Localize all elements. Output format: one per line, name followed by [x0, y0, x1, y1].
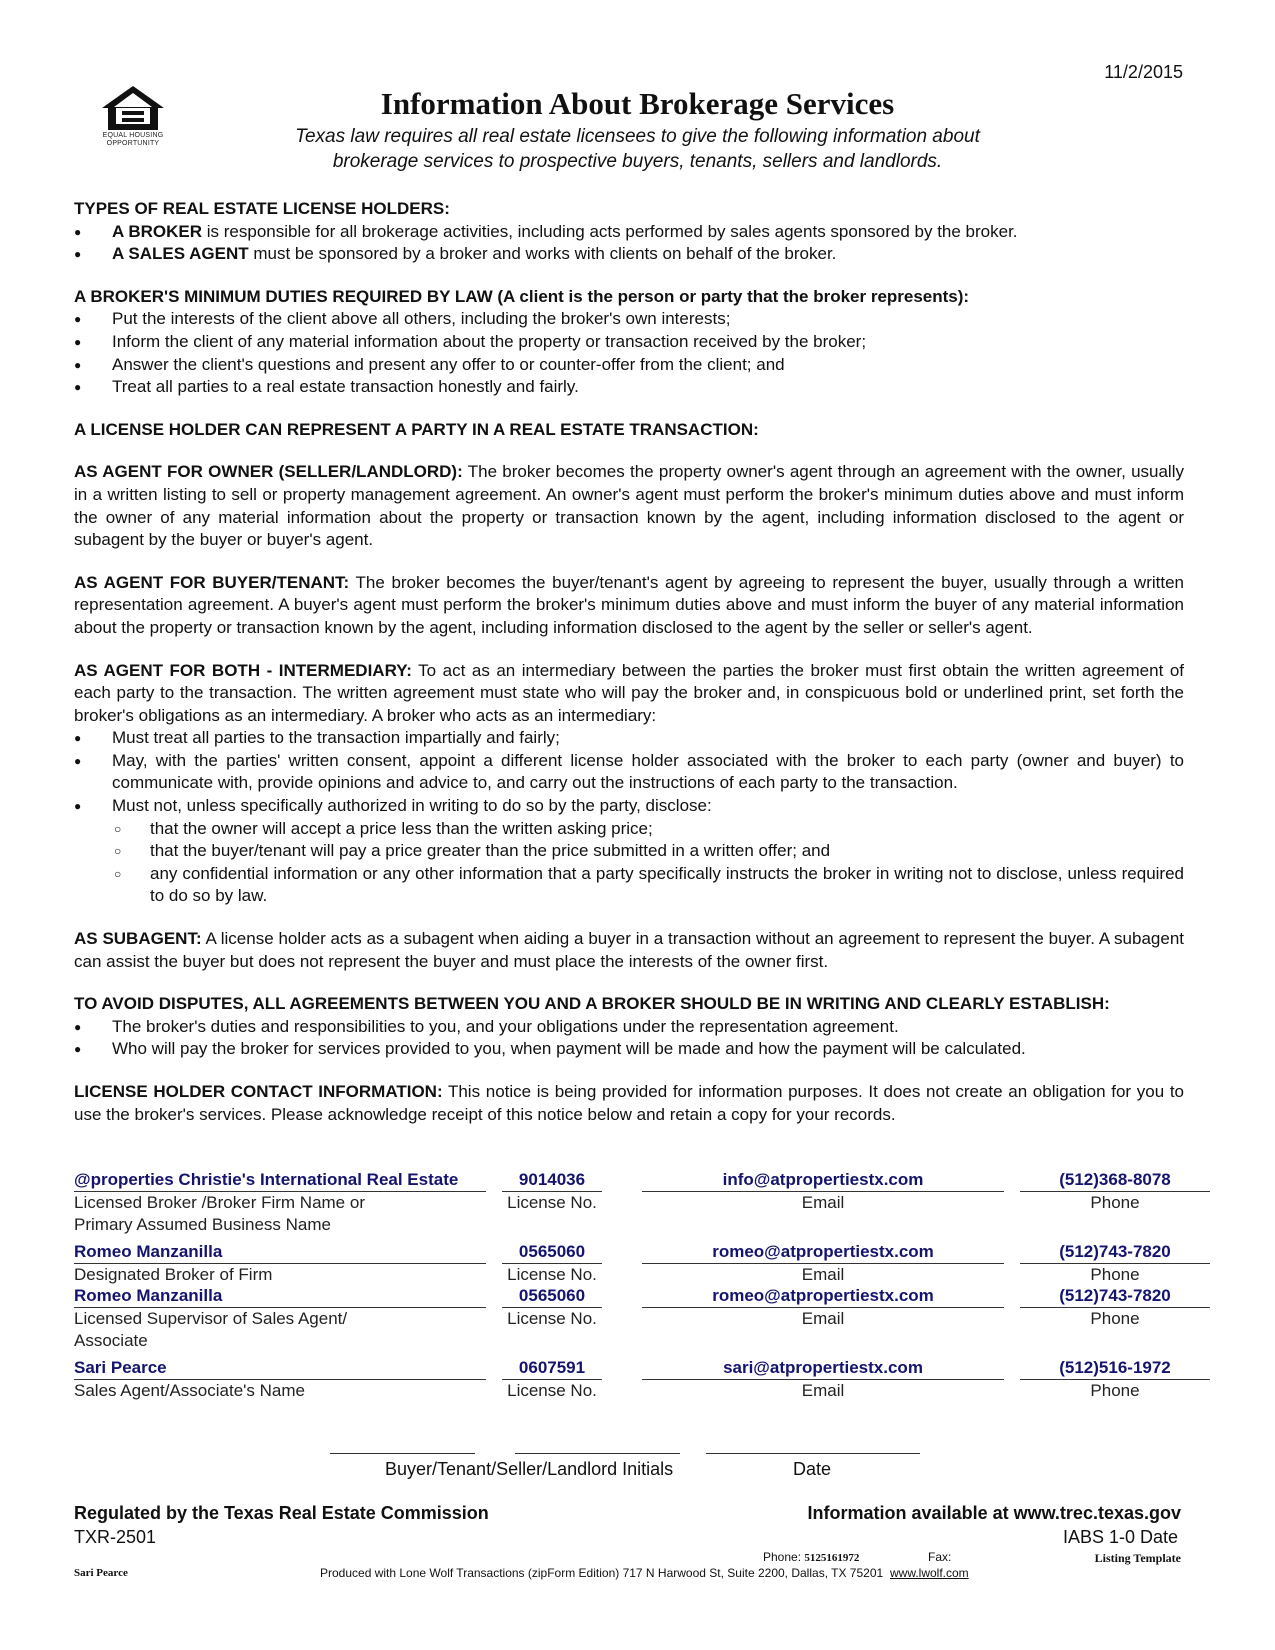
- type-label: A BROKER: [112, 221, 203, 241]
- contact-role: Designated Broker of Firm: [74, 1265, 273, 1284]
- email-label: Email: [801, 1193, 845, 1212]
- contact-row-broker-firm: [74, 1170, 1184, 1234]
- email-label: Email: [801, 1309, 845, 1328]
- duties-heading: A BROKER'S MINIMUM DUTIES REQUIRED BY LAW (A client is the person or party that the broker represents):: [74, 286, 970, 306]
- phone-label: Phone:: [763, 1550, 802, 1564]
- contact-row-sales-agent: [74, 1358, 1184, 1400]
- regulated-by: Regulated by the Texas Real Estate Commission: [74, 1503, 489, 1523]
- buyer-agent-text: The broker becomes the buyer/tenant's agent by agreeing to represent the buyer, usually through a written representation agreement. A buyer's agent must perform the broker's minimum duties above and must inform the buyer of any material information about the property or transaction known by the agent, including information disclosed to the agent by the seller or seller's agent.: [74, 572, 1184, 637]
- date-label: Date: [793, 1459, 832, 1479]
- contact-role: Sales Agent/Associate's Name: [74, 1381, 305, 1400]
- subagent-paragraph: [74, 928, 1184, 973]
- role-line-2: Primary Assumed Business Name: [74, 1215, 331, 1234]
- license-label: License No.: [507, 1381, 597, 1400]
- initials-label: Buyer/Tenant/Seller/Landlord Initials: [385, 1459, 674, 1479]
- footer-agent-name: Sari Pearce: [74, 1567, 128, 1579]
- contact-row-supervisor: [74, 1286, 1184, 1350]
- contact-name[interactable]: Romeo Manzanilla: [74, 1285, 486, 1308]
- contact-email[interactable]: romeo@atpropertiestx.com: [642, 1285, 1004, 1308]
- contact-license[interactable]: 0565060: [502, 1285, 602, 1308]
- phone-label: Phone: [1090, 1193, 1140, 1212]
- page-title: Information About Brokerage Services: [380, 86, 895, 121]
- subtitle-line-2: brokerage services to prospective buyers, tenants, sellers and landlords.: [332, 151, 943, 172]
- intermediary-subitem: ○ that the owner will accept a price less than the written asking price;: [74, 818, 1184, 841]
- lwolf-link[interactable]: www.lwolf.com: [890, 1566, 969, 1580]
- role-line-1: Licensed Broker /Broker Firm Name or: [74, 1193, 365, 1212]
- type-text: must be sponsored by a broker and works with clients on behalf of the broker.: [248, 244, 837, 264]
- listing-template: Listing Template: [1094, 1551, 1181, 1565]
- email-label: Email: [801, 1265, 845, 1284]
- contact-info-paragraph: [74, 1081, 1184, 1126]
- contact-license[interactable]: 0565060: [502, 1241, 602, 1264]
- form-id: TXR-2501: [74, 1527, 157, 1547]
- contact-name[interactable]: @properties Christie's International Real Estate: [74, 1169, 486, 1192]
- subagent-label: AS SUBAGENT:: [74, 929, 202, 949]
- role-line-1: Licensed Supervisor of Sales Agent/: [74, 1309, 348, 1328]
- disputes-item: ● The broker's duties and responsibilities to you, and your obligations under the representation agreement.: [74, 1016, 1184, 1039]
- intermediary-item: ● Must not, unless specifically authorized in writing to do so by the party, disclose:: [74, 795, 1184, 818]
- phone-field: [763, 1550, 859, 1564]
- produced-with: Produced with Lone Wolf Transactions (zipForm Edition) 717 N Harwood St, Suite 2200, Dallas, TX 75201: [320, 1566, 884, 1580]
- form-date: 11/2/2015: [1104, 62, 1183, 82]
- logo-label-line-1: EQUAL HOUSING: [102, 132, 164, 139]
- subagent-text: A license holder acts as a subagent when aiding a buyer in a transaction without an agreement to represent the buyer. A subagent can assist the buyer but does not represent the buyer and must place the interests of the owner first.: [74, 929, 1185, 971]
- owner-agent-label: AS AGENT FOR OWNER (SELLER/LANDLORD):: [74, 462, 463, 482]
- types-item: [74, 243, 1184, 266]
- type-text: is responsible for all brokerage activities, including acts performed by sales agents sponsored by the broker.: [202, 221, 1018, 241]
- contact-name[interactable]: Sari Pearce: [74, 1357, 486, 1380]
- owner-agent-paragraph: [74, 461, 1184, 551]
- intermediary-text: To act as an intermediary between the parties the broker must first obtain the written agreement of each party to the transaction. The written agreement must state who will pay the broker and, in conspicuous bold or underlined print, set forth the broker's obligations as an intermediary. A broker who acts as an intermediary:: [74, 660, 1184, 725]
- types-item: [74, 221, 1184, 244]
- disputes-heading: TO AVOID DISPUTES, ALL AGREEMENTS BETWEEN YOU AND A BROKER SHOULD BE IN WRITING AND CLEARLY ESTABLISH:: [74, 994, 1110, 1014]
- contact-name[interactable]: Romeo Manzanilla: [74, 1241, 486, 1264]
- initials-line-2[interactable]: [515, 1453, 680, 1454]
- contact-phone[interactable]: (512)368-8078: [1020, 1169, 1210, 1192]
- contact-email[interactable]: romeo@atpropertiestx.com: [642, 1241, 1004, 1264]
- contact-role: [74, 1308, 486, 1352]
- buyer-agent-label: AS AGENT FOR BUYER/TENANT:: [74, 572, 350, 592]
- email-label: Email: [801, 1381, 845, 1400]
- page-subtitle: [0, 124, 1275, 174]
- initials-line-1[interactable]: [330, 1453, 475, 1454]
- intermediary-item: ● May, with the parties' written consent, appoint a different license holder associated with the broker to each party (owner and buyer) to communicate with, provide opinions and advice to, and carry out the instructions of each party to the transaction.: [74, 750, 1184, 795]
- contact-info-label: LICENSE HOLDER CONTACT INFORMATION:: [74, 1082, 443, 1101]
- duty-item: ● Treat all parties to a real estate transaction honestly and fairly.: [74, 376, 1184, 399]
- phone-label: Phone: [1090, 1309, 1140, 1328]
- lwolf-link-wrap: [890, 1566, 969, 1580]
- represent-heading: A LICENSE HOLDER CAN REPRESENT A PARTY IN A REAL ESTATE TRANSACTION:: [74, 419, 759, 439]
- contact-info-text: This notice is being provided for information purposes. It does not create an obligation for you to use the broker's services. Please acknowledge receipt of this notice below and retain a copy for your records.: [74, 1082, 1184, 1124]
- type-label: A SALES AGENT: [112, 244, 249, 264]
- intermediary-item: ● Must treat all parties to the transaction impartially and fairly;: [74, 727, 1184, 750]
- intermediary-paragraph: [74, 660, 1184, 728]
- role-line-2: Associate: [74, 1331, 148, 1350]
- logo-label-line-2: OPPORTUNITY: [106, 140, 160, 147]
- buyer-agent-paragraph: [74, 572, 1184, 640]
- phone-label: Phone: [1090, 1381, 1140, 1400]
- duty-item: ● Put the interests of the client above all others, including the broker's own interests;: [74, 308, 1184, 331]
- iabs-date: IABS 1-0 Date: [1062, 1527, 1178, 1547]
- duty-item: ● Answer the client's questions and present any offer to or counter-offer from the client; and: [74, 354, 1184, 377]
- disputes-item: ● Who will pay the broker for services provided to you, when payment will be made and how the payment will be calculated.: [74, 1038, 1184, 1061]
- fax-label: Fax:: [928, 1550, 952, 1564]
- contact-email[interactable]: info@atpropertiestx.com: [642, 1169, 1004, 1192]
- owner-agent-text: The broker becomes the property owner's agent through an agreement with the owner, usually in a written listing to sell or property management agreement. An owner's agent must perform the broker's minimum duties above and must inform the owner of any material information about the property or transaction known by the agent, including information disclosed to the agent or subagent by the buyer or buyer's agent.: [74, 462, 1184, 550]
- intermediary-subitem: ○ any confidential information or any other information that a party specifically instructs the broker in writing not to disclose, unless required to do so by law.: [74, 863, 1184, 908]
- contact-row-designated-broker: [74, 1242, 1184, 1284]
- license-label: License No.: [507, 1265, 597, 1284]
- types-heading: TYPES OF REAL ESTATE LICENSE HOLDERS:: [74, 199, 450, 218]
- info-available: Information available at www.trec.texas.gov: [807, 1503, 1181, 1523]
- duty-item: ● Inform the client of any material information about the property or transaction received by the broker;: [74, 331, 1184, 354]
- intermediary-label: AS AGENT FOR BOTH - INTERMEDIARY:: [74, 660, 412, 680]
- contact-email[interactable]: sari@atpropertiestx.com: [642, 1357, 1004, 1380]
- contact-license[interactable]: 0607591: [502, 1357, 602, 1380]
- contact-license[interactable]: 9014036: [502, 1169, 602, 1192]
- subtitle-line-1: Texas law requires all real estate licensees to give the following information about: [295, 126, 980, 147]
- contact-role: [74, 1192, 486, 1236]
- contact-phone[interactable]: (512)516-1972: [1020, 1357, 1210, 1380]
- contact-phone[interactable]: (512)743-7820: [1020, 1241, 1210, 1264]
- intermediary-subitem: ○ that the buyer/tenant will pay a price greater than the price submitted in a written offer; and: [74, 840, 1184, 863]
- contact-phone[interactable]: (512)743-7820: [1020, 1285, 1210, 1308]
- license-label: License No.: [507, 1309, 597, 1328]
- date-line[interactable]: [706, 1453, 920, 1454]
- document-body: [74, 198, 1184, 1126]
- phone-label: Phone: [1090, 1265, 1140, 1284]
- license-label: License No.: [507, 1193, 597, 1212]
- phone-value: 5125161972: [804, 1552, 860, 1564]
